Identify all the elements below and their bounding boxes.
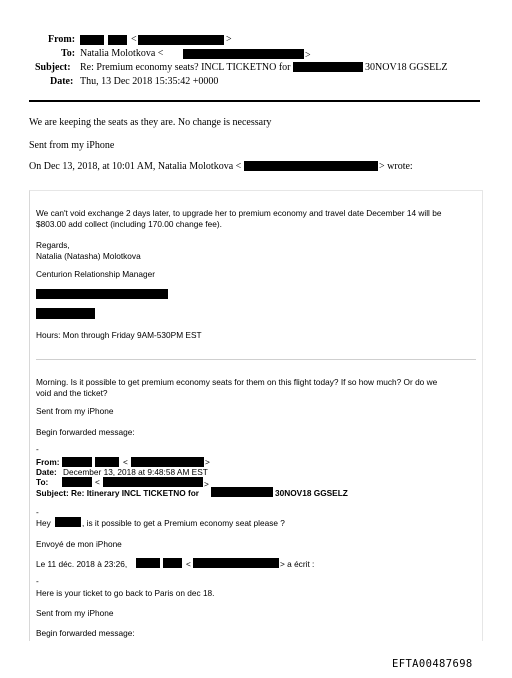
from-gt: >	[226, 34, 232, 45]
from-label: From:	[48, 34, 76, 45]
date-label: Date:	[50, 76, 74, 87]
fwd-to-gt: >	[204, 479, 209, 489]
ticket-text: Here is your ticket to go back to Paris on dec 18.	[36, 588, 215, 598]
hey-rest: , is it possible to get a Premium economy seat please ?	[82, 518, 285, 528]
hey-text: Hey	[36, 518, 51, 528]
header-divider	[29, 100, 480, 102]
subject-text: Re: Premium economy seats? INCL TICKETNO for	[80, 62, 291, 73]
fwd-to-lt: <	[95, 477, 100, 487]
reply-line: We are keeping the seats as they are. No change is necessary	[29, 117, 272, 128]
document-id: EFTA00487698	[392, 658, 473, 670]
section-divider	[36, 359, 476, 360]
quoted-para-line1: We can't void exchange 2 days later, to upgrade her to premium economy and travel date December 14 will be	[36, 208, 442, 218]
quote-wrote: > wrote:	[379, 161, 413, 172]
ecrit-text: > a écrit :	[280, 559, 315, 569]
to-gt: >	[305, 50, 311, 61]
signature-title: Centurion Relationship Manager	[36, 269, 155, 279]
redaction-box	[193, 558, 279, 568]
fwd-gt: >	[205, 457, 210, 467]
to-name: Natalia Molotkova <	[80, 48, 164, 59]
fwd-subject-label: Subject: Re: Itinerary INCL TICKETNO for	[36, 488, 200, 498]
redaction-box	[138, 35, 224, 45]
quote-intro: On Dec 13, 2018, at 10:01 AM, Natalia Molotkova <	[29, 161, 242, 172]
sent-from-iphone: Sent from my iPhone	[36, 608, 114, 618]
redaction-box	[55, 517, 81, 527]
dash-separator: -	[36, 576, 39, 586]
le11-text: Le 11 déc. 2018 à 23:26,	[36, 559, 128, 569]
subject-tail: 30NOV18 GGSELZ	[365, 62, 448, 73]
office-hours: Hours: Mon through Friday 9AM-530PM EST	[36, 330, 202, 340]
redaction-box	[293, 62, 363, 72]
le11-lt: <	[186, 559, 191, 569]
redaction-box	[163, 558, 182, 568]
redaction-box	[36, 308, 95, 319]
redaction-box	[36, 289, 168, 299]
sent-from-iphone: Sent from my iPhone	[29, 140, 115, 151]
redaction-box	[80, 35, 104, 45]
fwd-date-label: Date:	[36, 467, 57, 477]
redaction-box	[62, 457, 92, 467]
redaction-box	[183, 49, 304, 59]
fwd-to-label: To:	[36, 477, 49, 487]
envoye-text: Envoyé de mon iPhone	[36, 539, 122, 549]
signature-name: Natalia (Natasha) Molotkova	[36, 251, 141, 261]
redaction-box	[95, 457, 119, 467]
fwd-lt: <	[123, 457, 128, 467]
date-text: Thu, 13 Dec 2018 15:35:42 +0000	[80, 76, 219, 87]
redaction-box	[108, 35, 127, 45]
sent-from-iphone: Sent from my iPhone	[36, 406, 114, 416]
subject-label: Subject:	[35, 62, 71, 73]
begin-forwarded: Begin forwarded message:	[36, 427, 135, 437]
redaction-box	[62, 477, 92, 487]
fwd-subject-tail: 30NOV18 GGSELZ	[275, 488, 348, 498]
quoted-para-line2: $803.00 add collect (including 170.00 change fee).	[36, 219, 222, 229]
begin-forwarded: Begin forwarded message:	[36, 628, 135, 638]
from-lt: <	[131, 34, 137, 45]
morning-line1: Morning. Is it possible to get premium economy seats for them on this flight today? If so how much? Or do we	[36, 377, 438, 387]
fwd-from-label: From:	[36, 457, 60, 467]
morning-line2: void and the ticket?	[36, 388, 108, 398]
regards: Regards,	[36, 240, 70, 250]
redaction-box	[131, 457, 204, 467]
redaction-box	[211, 487, 273, 497]
redaction-box	[136, 558, 160, 568]
redaction-box	[103, 477, 203, 487]
dash-separator: -	[36, 507, 39, 517]
dash-separator: -	[36, 444, 39, 454]
redaction-box	[244, 161, 378, 171]
to-label: To:	[61, 48, 76, 59]
fwd-date: December 13, 2018 at 9:48:58 AM EST	[63, 467, 208, 477]
